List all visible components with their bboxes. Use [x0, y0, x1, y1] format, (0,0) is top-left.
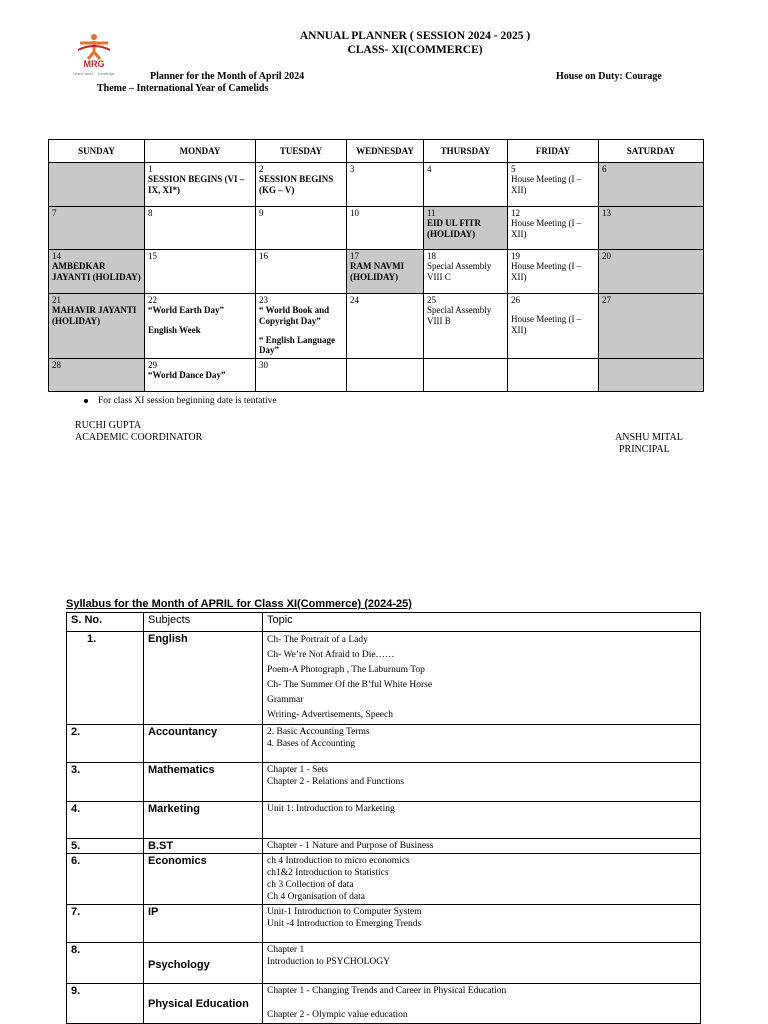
- topic-line: ch 3 Collection of data: [267, 880, 354, 890]
- principal-name: ANSHU MITAL: [615, 432, 683, 443]
- day-event: House Meeting (I – XII): [511, 261, 582, 282]
- calendar-day-cell: [256, 250, 347, 294]
- day-number: 2: [259, 164, 264, 174]
- subject-name: English: [144, 632, 263, 725]
- day-number: 21: [52, 295, 61, 305]
- topic-cell: [263, 943, 701, 984]
- serial-number: 3.: [67, 763, 144, 802]
- day-event: Special Assembly VIII C: [427, 261, 492, 282]
- calendar-day-cell: [256, 294, 347, 359]
- weekday-header-saturday: SATURDAY: [599, 140, 704, 163]
- serial-number: 9.: [67, 984, 144, 1024]
- calendar-day-cell: [49, 163, 145, 207]
- topic-line: ch 4 Introduction to micro economics: [267, 856, 410, 866]
- serial-number: 6.: [67, 854, 144, 905]
- calendar-day-cell: [599, 163, 704, 207]
- svg-text:MRG: MRG: [83, 59, 105, 69]
- serial-number: 8.: [67, 943, 144, 984]
- topic-cell: [263, 802, 701, 839]
- day-number: 24: [350, 295, 359, 305]
- footnote-text: For class XI session beginning date is tentative: [98, 396, 277, 406]
- subject-name: Physical Education: [144, 984, 263, 1024]
- day-number: 10: [350, 208, 359, 218]
- calendar-day-cell: [599, 207, 704, 250]
- monthly-calendar: [48, 139, 704, 392]
- day-number: 20: [602, 251, 611, 261]
- calendar-day-cell: [508, 163, 599, 207]
- day-number: 6: [602, 164, 607, 174]
- day-number: 30: [259, 360, 268, 370]
- day-number: 19: [511, 251, 520, 261]
- subject-name: Economics: [144, 854, 263, 905]
- topic-line: Ch- The Portrait of a Lady: [267, 635, 368, 645]
- calendar-day-cell: [599, 250, 704, 294]
- weekday-header-friday: FRIDAY: [508, 140, 599, 163]
- syllabus-row: [67, 839, 701, 854]
- calendar-day-cell: [508, 359, 599, 392]
- syllabus-column-header: Subjects: [144, 613, 263, 632]
- calendar-day-cell: [145, 250, 256, 294]
- topic-cell: [263, 854, 701, 905]
- calendar-day-cell: [49, 294, 145, 359]
- topic-line: Unit -4 Introduction to Emerging Trends: [267, 919, 422, 929]
- topic-line: Ch- We’re Not Afraid to Die……: [267, 650, 395, 660]
- calendar-header-row: [49, 140, 704, 163]
- day-event: MAHAVIR JAYANTI (HOLIDAY): [52, 305, 137, 326]
- topic-line: Ch- The Summer Of the B’ful White Horse: [267, 680, 433, 690]
- day-number: 28: [52, 360, 61, 370]
- planner-month: Planner for the Month of April 2024: [150, 71, 305, 82]
- calendar-week-row: [49, 359, 704, 392]
- serial-number: 2.: [67, 725, 144, 763]
- calendar-day-cell: [347, 294, 424, 359]
- weekday-header-tuesday: TUESDAY: [256, 140, 347, 163]
- calendar-day-cell: [424, 359, 508, 392]
- weekday-header-sunday: SUNDAY: [49, 140, 145, 163]
- calendar-day-cell: [145, 163, 256, 207]
- day-event: Special Assembly VIII B: [427, 305, 492, 326]
- calendar-day-cell: [508, 207, 599, 250]
- day-number: 7: [52, 208, 57, 218]
- calendar-day-cell: [256, 359, 347, 392]
- syllabus-row: [67, 984, 701, 1024]
- day-number: 5: [511, 164, 516, 174]
- day-number: 8: [148, 208, 153, 218]
- topic-cell: [263, 984, 701, 1024]
- topic-line: Poem-A Photograph , The Laburnum Top: [267, 665, 425, 675]
- syllabus-row: [67, 854, 701, 905]
- syllabus-heading: Syllabus for the Month of APRIL for Class XI(Commerce) (2024-25): [66, 598, 412, 610]
- day-number: 17: [350, 251, 359, 261]
- syllabus-table: [66, 612, 701, 1024]
- house-on-duty: House on Duty: Courage: [556, 71, 662, 82]
- day-event: House Meeting (I – XII): [511, 218, 582, 239]
- calendar-day-cell: [347, 207, 424, 250]
- syllabus-row: [67, 632, 701, 725]
- calendar-day-cell: [145, 359, 256, 392]
- calendar-day-cell: [145, 207, 256, 250]
- calendar-day-cell: [599, 359, 704, 392]
- topic-cell: [263, 839, 701, 854]
- topic-line: Introduction to PSYCHOLOGY: [267, 957, 390, 967]
- footnote: [84, 396, 277, 406]
- coordinator-signature: [75, 420, 202, 444]
- weekday-header-wednesday: WEDNESDAY: [347, 140, 424, 163]
- calendar-week-row: [49, 294, 704, 359]
- topic-cell: [263, 763, 701, 802]
- topic-line: 2. Basic Accounting Terms: [267, 727, 370, 737]
- topic-line: Writing- Advertisements, Speech: [267, 710, 393, 720]
- day-number: 23: [259, 295, 268, 305]
- topic-cell: [263, 905, 701, 943]
- serial-number: 5.: [67, 839, 144, 854]
- calendar-day-cell: [424, 250, 508, 294]
- topic-line: Chapter 1 - Changing Trends and Career in Physical Education: [267, 986, 507, 996]
- svg-text:Where talent ... knowledge: Where talent ... knowledge: [73, 72, 115, 76]
- serial-number: 7.: [67, 905, 144, 943]
- calendar-day-cell: [256, 207, 347, 250]
- calendar-day-cell: [145, 294, 256, 359]
- calendar-day-cell: [347, 163, 424, 207]
- topic-line: Ch 4 Organisation of data: [267, 892, 365, 902]
- weekday-header-thursday: THURSDAY: [424, 140, 508, 163]
- syllabus-row: [67, 943, 701, 984]
- topic-line: Unit-1 Introduction to Computer System: [267, 907, 422, 917]
- calendar-week-row: [49, 250, 704, 294]
- syllabus-row: [67, 763, 701, 802]
- coordinator-role: ACADEMIC COORDINATOR: [75, 432, 203, 443]
- day-number: 9: [259, 208, 264, 218]
- calendar-day-cell: [49, 250, 145, 294]
- topic-line: Grammar: [267, 695, 304, 705]
- calendar-day-cell: [508, 294, 599, 359]
- day-number: 11: [427, 208, 436, 218]
- planner-title: ANNUAL PLANNER ( SESSION 2024 - 2025 ): [299, 30, 531, 42]
- subject-name: Mathematics: [144, 763, 263, 802]
- day-event: RAM NAVMI (HOLIDAY): [350, 261, 405, 282]
- topic-line: Chapter 2 - Relations and Functions: [267, 777, 404, 787]
- syllabus-row: [67, 725, 701, 763]
- topic-line: Chapter 2 - Olympic value education: [267, 1010, 408, 1020]
- day-event: House Meeting (I – XII): [511, 314, 582, 335]
- calendar-day-cell: [599, 294, 704, 359]
- bullet-icon: [84, 399, 88, 403]
- class-title: CLASS- XI(COMMERCE): [347, 44, 483, 56]
- day-number: 13: [602, 208, 611, 218]
- day-number: 27: [602, 295, 611, 305]
- subject-name: B.ST: [144, 839, 263, 854]
- day-event: AMBEDKAR JAYANTI (HOLIDAY): [52, 261, 141, 282]
- topic-line: Chapter - 1 Nature and Purpose of Business: [267, 841, 434, 851]
- syllabus-column-header: Topic: [263, 613, 701, 632]
- calendar-day-cell: [49, 207, 145, 250]
- calendar-day-cell: [256, 163, 347, 207]
- syllabus-column-header: S. No.: [67, 613, 144, 632]
- calendar-day-cell: [424, 207, 508, 250]
- syllabus-header-row: [67, 613, 701, 632]
- topic-line: Chapter 1 - Sets: [267, 765, 328, 775]
- day-number: 18: [427, 251, 436, 261]
- topic-line: ch1&2 Introduction to Statistics: [267, 868, 389, 878]
- day-event: SESSION BEGINS (VI – IX, XI*): [148, 174, 245, 195]
- day-number: 25: [427, 295, 436, 305]
- syllabus-row: [67, 905, 701, 943]
- calendar-day-cell: [49, 359, 145, 392]
- school-logo-icon: [66, 32, 122, 78]
- school-logo: [66, 32, 122, 78]
- topic-line: Chapter 1: [267, 945, 305, 955]
- calendar-day-cell: [424, 163, 508, 207]
- topic-line: Unit 1: Introduction to Marketing: [267, 804, 395, 814]
- subject-name: Marketing: [144, 802, 263, 839]
- day-number: 26: [511, 295, 520, 305]
- calendar-day-cell: [508, 250, 599, 294]
- day-event: House Meeting (I – XII): [511, 174, 582, 195]
- day-number: 4: [427, 164, 432, 174]
- day-event: “World Earth Day”: [148, 305, 225, 316]
- calendar-week-row: [49, 163, 704, 207]
- subject-name: Accountancy: [144, 725, 263, 763]
- subject-name: Psychology: [144, 943, 263, 984]
- day-event: English Week: [148, 324, 201, 335]
- day-number: 22: [148, 295, 157, 305]
- day-number: 12: [511, 208, 520, 218]
- calendar-day-cell: [424, 294, 508, 359]
- day-event: “ World Book and Copyright Day”: [259, 305, 330, 326]
- syllabus-row: [67, 802, 701, 839]
- coordinator-name: RUCHI GUPTA: [75, 420, 142, 431]
- day-number: 14: [52, 251, 61, 261]
- topic-cell: [263, 725, 701, 763]
- calendar-week-row: [49, 207, 704, 250]
- day-event: “World Dance Day”: [148, 370, 226, 381]
- day-number: 3: [350, 164, 355, 174]
- weekday-header-monday: MONDAY: [145, 140, 256, 163]
- calendar-day-cell: [347, 359, 424, 392]
- topic-line: 4. Bases of Accounting: [267, 739, 356, 749]
- day-number: 16: [259, 251, 268, 261]
- day-number: 29: [148, 360, 157, 370]
- principal-signature: [615, 432, 683, 456]
- planner-theme: Theme – International Year of Camelids: [97, 83, 269, 94]
- topic-cell: [263, 632, 701, 725]
- day-number: 1: [148, 164, 153, 174]
- subject-name: IP: [144, 905, 263, 943]
- day-event: EID UL FITR (HOLIDAY): [427, 218, 482, 239]
- serial-number: 1.: [67, 632, 144, 725]
- day-event: SESSION BEGINS (KG – V): [259, 174, 334, 195]
- principal-role: PRINCIPAL: [619, 444, 670, 455]
- day-number: 15: [148, 251, 157, 261]
- day-event: “ English Language Day”: [259, 335, 336, 356]
- calendar-day-cell: [347, 250, 424, 294]
- serial-number: 4.: [67, 802, 144, 839]
